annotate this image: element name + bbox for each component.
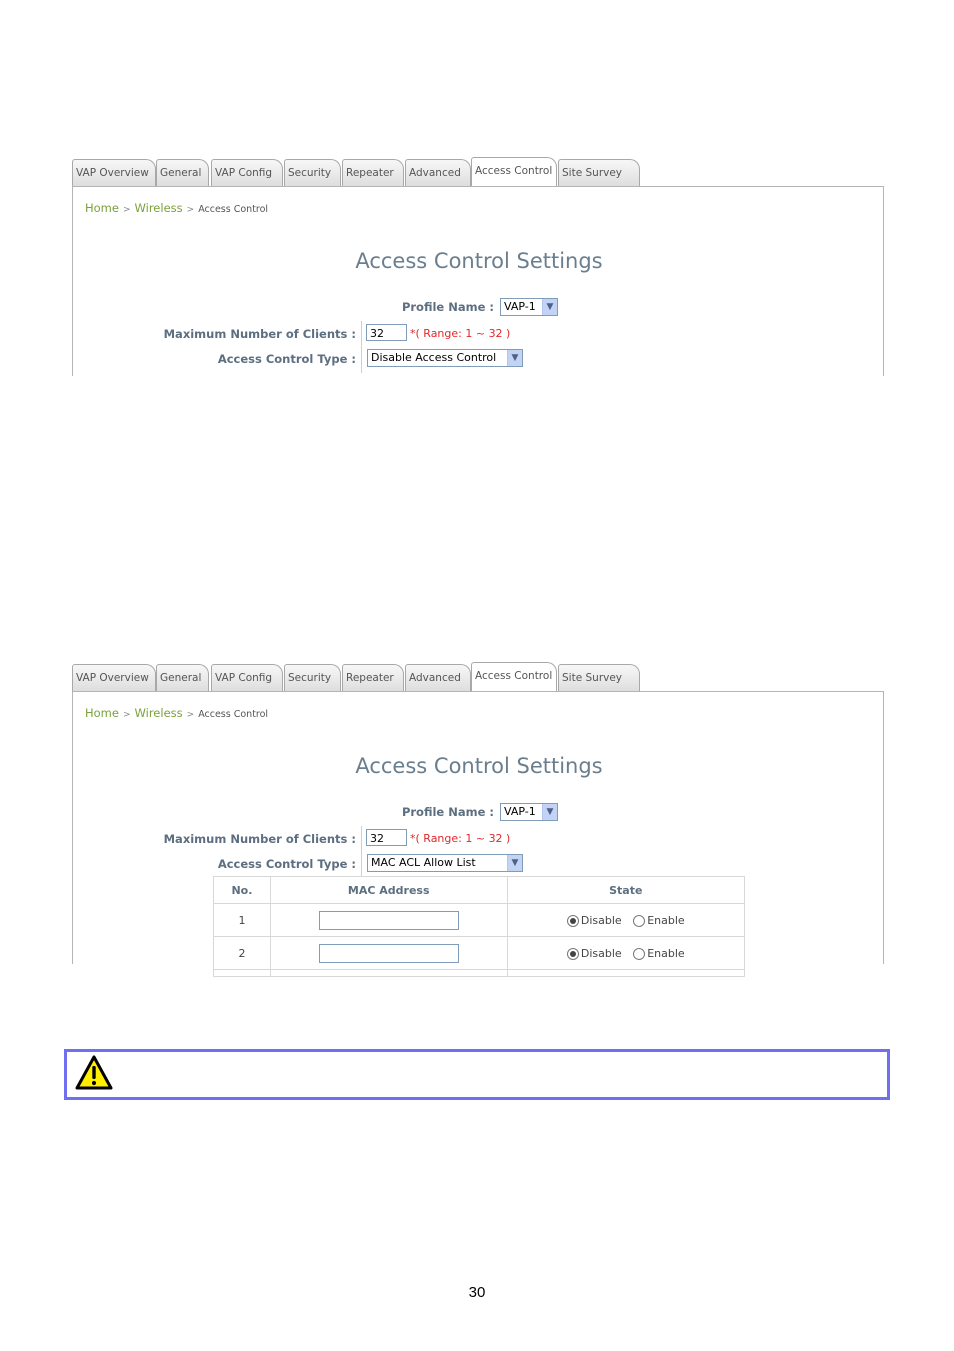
tab-advanced[interactable]: Advanced <box>405 664 471 691</box>
tab-vap-overview[interactable]: VAP Overview <box>72 159 156 186</box>
chevron-down-icon: ▼ <box>507 855 522 871</box>
profile-name-label: Profile Name : <box>401 805 494 819</box>
tab-vap-config[interactable]: VAP Config <box>211 159 283 186</box>
mac-cell <box>270 937 507 970</box>
row-number: 1 <box>214 904 271 937</box>
chevron-down-icon: ▼ <box>542 299 557 315</box>
tab-general[interactable]: General <box>156 159 209 186</box>
max-clients-label: Maximum Number of Clients : <box>163 832 356 846</box>
max-clients-input[interactable]: 32 <box>366 829 407 846</box>
range-hint: *( Range: 1 ~ 32 ) <box>410 327 511 340</box>
disable-label: Disable <box>580 913 622 927</box>
breadcrumb-separator: > <box>186 205 195 215</box>
enable-label: Enable <box>647 913 685 927</box>
profile-name-value: VAP-1 <box>504 300 536 313</box>
screenshot-mac-acl-allow-list <box>72 662 884 964</box>
divider <box>361 826 362 876</box>
breadcrumb <box>85 201 268 215</box>
enable-radio[interactable] <box>633 948 645 960</box>
breadcrumb <box>85 706 268 720</box>
breadcrumb-separator: > <box>122 710 131 720</box>
access-control-type-select[interactable] <box>367 854 523 872</box>
column-header-no: No. <box>214 877 271 904</box>
disable-label: Disable <box>580 946 622 960</box>
profile-name-select[interactable] <box>500 803 558 821</box>
tab-general[interactable]: General <box>156 664 209 691</box>
tab-vap-config[interactable]: VAP Config <box>211 664 283 691</box>
profile-name-label: Profile Name : <box>401 300 494 314</box>
breadcrumb-wireless[interactable]: Wireless <box>134 201 183 215</box>
tab-bar <box>72 157 884 187</box>
breadcrumb-current: Access Control <box>198 204 269 215</box>
breadcrumb-wireless[interactable]: Wireless <box>134 706 183 720</box>
content-panel <box>72 691 884 964</box>
tab-repeater[interactable]: Repeater <box>342 159 404 186</box>
divider <box>361 321 362 373</box>
tab-access-control[interactable]: Access Control <box>471 157 557 186</box>
screenshot-disable-access-control <box>72 157 884 376</box>
tab-security[interactable]: Security <box>284 159 341 186</box>
breadcrumb-separator: > <box>122 205 131 215</box>
table-row <box>214 937 745 970</box>
access-control-type-select[interactable] <box>367 349 523 367</box>
tab-access-control[interactable]: Access Control <box>471 662 557 691</box>
range-hint: *( Range: 1 ~ 32 ) <box>410 832 511 845</box>
mac-address-input[interactable] <box>319 911 459 930</box>
table-row-partial <box>214 970 745 977</box>
tab-vap-overview[interactable]: VAP Overview <box>72 664 156 691</box>
mac-acl-table <box>213 876 745 977</box>
breadcrumb-current: Access Control <box>198 709 269 720</box>
page-title: Access Control Settings <box>355 249 603 273</box>
tab-bar <box>72 662 884 692</box>
disable-radio[interactable] <box>567 948 579 960</box>
profile-name-select[interactable] <box>500 298 558 316</box>
page-title: Access Control Settings <box>355 754 603 778</box>
tab-security[interactable]: Security <box>284 664 341 691</box>
enable-radio[interactable] <box>633 915 645 927</box>
chevron-down-icon: ▼ <box>542 804 557 820</box>
profile-name-value: VAP-1 <box>504 805 536 818</box>
column-header-state: State <box>507 877 744 904</box>
column-header-mac: MAC Address <box>270 877 507 904</box>
row-number: 2 <box>214 937 271 970</box>
state-cell <box>507 904 744 937</box>
warning-icon <box>75 1055 113 1091</box>
breadcrumb-home[interactable]: Home <box>85 201 119 215</box>
tab-site-survey[interactable]: Site Survey <box>558 159 640 186</box>
chevron-down-icon: ▼ <box>507 350 522 366</box>
disable-radio[interactable] <box>567 915 579 927</box>
mac-cell <box>270 904 507 937</box>
access-control-type-value: Disable Access Control <box>371 351 497 364</box>
tab-site-survey[interactable]: Site Survey <box>558 664 640 691</box>
access-control-type-value: MAC ACL Allow List <box>371 856 476 869</box>
table-header-row <box>214 877 745 904</box>
state-cell <box>507 937 744 970</box>
content-panel <box>72 186 884 376</box>
tab-advanced[interactable]: Advanced <box>405 159 471 186</box>
max-clients-label: Maximum Number of Clients : <box>163 327 356 341</box>
breadcrumb-home[interactable]: Home <box>85 706 119 720</box>
mac-address-input[interactable] <box>319 944 459 963</box>
access-control-type-label: Access Control Type : <box>217 857 356 871</box>
access-control-type-label: Access Control Type : <box>217 352 356 366</box>
breadcrumb-separator: > <box>186 710 195 720</box>
tab-repeater[interactable]: Repeater <box>342 664 404 691</box>
max-clients-input[interactable]: 32 <box>366 324 407 341</box>
table-row <box>214 904 745 937</box>
enable-label: Enable <box>647 946 685 960</box>
caution-box <box>64 1049 890 1100</box>
page-number: 30 <box>468 1284 486 1301</box>
